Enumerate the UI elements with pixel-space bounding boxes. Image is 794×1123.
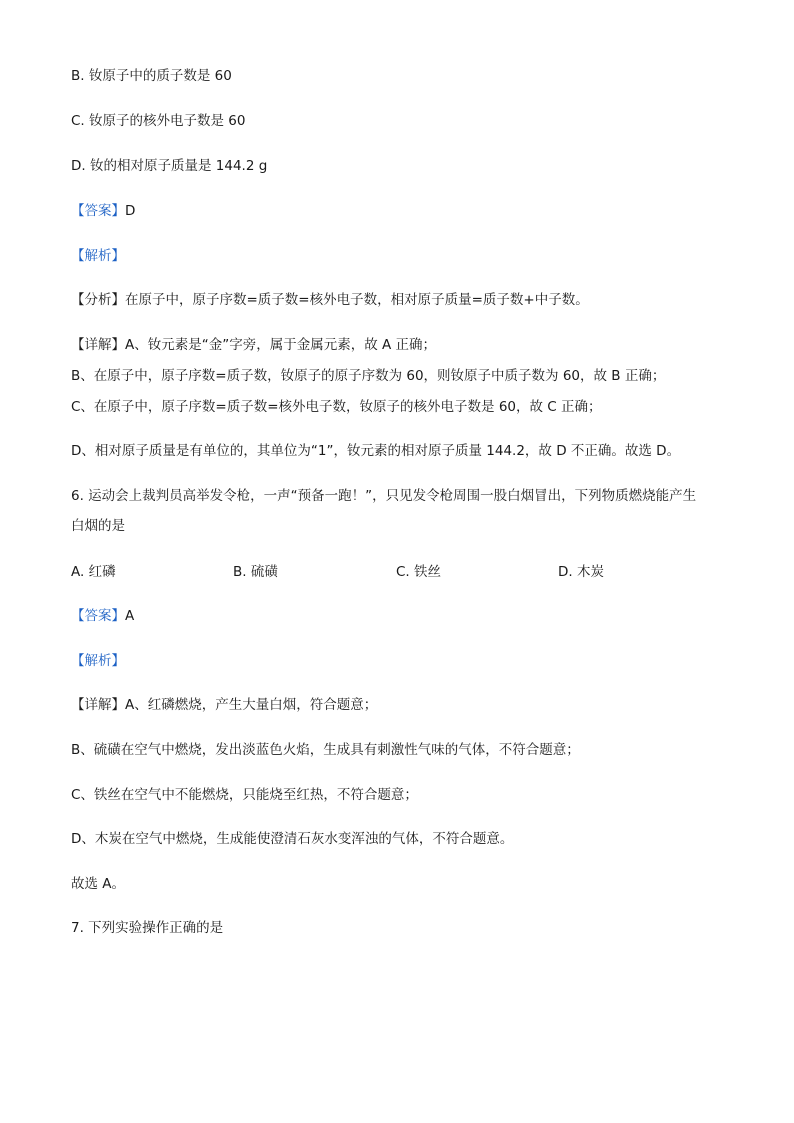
q6-option-b: B. 硫磺 <box>233 564 278 580</box>
q5-detail-d: D、相对原子质量是有单位的，其单位为“1”，钕元素的相对原子质量 144.2，故 D 不正确。故选 D。 <box>71 443 681 459</box>
detail-tag: 【详解】 <box>71 697 125 713</box>
q5-analysis-tag: 【解析】 <box>71 248 125 264</box>
q5-detail-a <box>71 336 436 354</box>
q6-option-d: D. 木炭 <box>558 564 604 580</box>
q7-stem: 7. 下列实验操作正确的是 <box>71 920 224 936</box>
fenxi-text: 在原子中，原子序数=质子数=核外电子数，相对原子质量=质子数+中子数。 <box>125 292 589 308</box>
answer-value: D <box>125 203 136 219</box>
q5-detail-c: C、在原子中，原子序数=质子数=核外电子数，钕原子的核外电子数是 60，故 C 正确； <box>71 399 602 415</box>
q6-detail-c: C、铁丝在空气中不能燃烧，只能烧至红热，不符合题意； <box>71 787 418 803</box>
q6-stem-line2: 白烟的是 <box>71 518 125 534</box>
q5-answer <box>71 202 135 220</box>
answer-value: A <box>125 608 135 624</box>
q5-fenxi <box>71 291 589 309</box>
answer-tag: 【答案】 <box>71 203 125 219</box>
detail-tag: 【详解】 <box>71 337 125 353</box>
q6-analysis-tag: 【解析】 <box>71 653 125 669</box>
q6-option-c: C. 铁丝 <box>396 564 442 580</box>
q6-detail-a <box>71 696 377 714</box>
q6-detail-d: D、木炭在空气中燃烧，生成能使澄清石灰水变浑浊的气体，不符合题意。 <box>71 831 514 847</box>
prev-option-c: C. 钕原子的核外电子数是 60 <box>71 113 246 129</box>
q6-option-a: A. 红磷 <box>71 564 116 580</box>
detail-a-text: A、钕元素是“金”字旁，属于金属元素，故 A 正确； <box>125 337 437 353</box>
q6-stem-line1: 6. 运动会上裁判员高举发令枪，一声“预备一跑！”，只见发令枪周围一股白烟冒出，下列物质燃烧能产生 <box>71 488 697 504</box>
q6-answer <box>71 607 134 625</box>
q5-detail-b: B、在原子中，原子序数=质子数，钕原子的原子序数为 60，则钕原子中质子数为 60，故 B 正确； <box>71 368 666 384</box>
prev-option-b: B. 钕原子中的质子数是 60 <box>71 68 232 84</box>
q6-detail-b: B、硫磺在空气中燃烧，发出淡蓝色火焰，生成具有刺激性气味的气体，不符合题意； <box>71 742 580 758</box>
fenxi-tag: 【分析】 <box>71 292 125 308</box>
q6-conclusion: 故选 A。 <box>71 876 126 892</box>
prev-option-d: D. 钕的相对原子质量是 144.2 g <box>71 158 268 174</box>
answer-tag: 【答案】 <box>71 608 125 624</box>
detail-a-text: A、红磷燃烧，产生大量白烟，符合题意； <box>125 697 378 713</box>
